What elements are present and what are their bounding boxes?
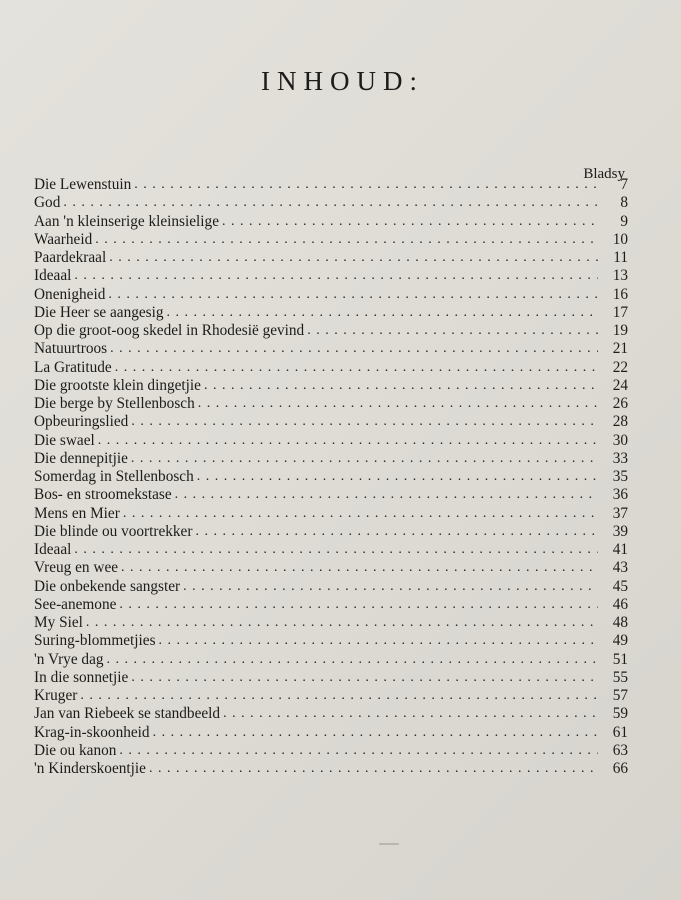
- toc-entry-page-number: 33: [612, 449, 628, 467]
- toc-entry: [34, 340, 628, 358]
- toc-entry: [34, 413, 628, 431]
- dot-leader: [149, 760, 598, 778]
- toc-entry-title: Opbeuringslied: [34, 413, 129, 431]
- toc-entry-title: Die ou kanon: [34, 741, 117, 759]
- toc-entry-page-number: 17: [612, 303, 628, 321]
- dot-leader: [119, 596, 598, 614]
- toc-entry-title: Ideaal: [34, 541, 72, 558]
- toc-entry-page-number: 35: [612, 468, 628, 485]
- toc-entry-page-number: 30: [612, 431, 628, 449]
- dot-leader: [183, 578, 598, 596]
- dot-leader: [204, 377, 598, 395]
- toc-entry-page-number: 37: [612, 504, 628, 522]
- toc-entry: [34, 322, 628, 340]
- toc-entry: [34, 359, 628, 377]
- toc-entry-page-number: 59: [612, 705, 628, 723]
- toc-entry-page-number: 13: [612, 267, 628, 285]
- toc-entry: [34, 486, 628, 504]
- toc-entry-page-number: 51: [612, 650, 628, 668]
- toc-entry-title: Die dennepitjie: [34, 449, 128, 467]
- toc-entry-title: Paardekraal: [34, 249, 107, 266]
- dot-leader: [95, 231, 598, 249]
- toc-entry: [34, 705, 628, 723]
- toc-entry: [34, 267, 628, 285]
- dot-leader: [119, 742, 598, 760]
- toc-entry-page-number: 41: [612, 541, 628, 558]
- toc-entry: [34, 724, 628, 742]
- toc-entry-title: Jan van Riebeek se standbeeld: [34, 705, 221, 723]
- toc-entry-title: Mens en Mier: [34, 504, 120, 522]
- dot-leader: [134, 176, 598, 194]
- toc-entry: [34, 651, 628, 669]
- table-of-contents: [34, 176, 628, 778]
- toc-entry-title: My Siel: [34, 614, 83, 631]
- toc-entry: [34, 505, 628, 523]
- toc-entry-page-number: 9: [620, 212, 628, 230]
- dot-leader: [307, 322, 598, 340]
- dot-leader: [110, 340, 598, 358]
- dot-leader: [223, 705, 598, 723]
- dot-leader: [98, 432, 598, 450]
- toc-entry-page-number: 10: [612, 230, 628, 248]
- toc-entry-page-number: 28: [612, 413, 628, 431]
- toc-entry: [34, 304, 628, 322]
- toc-entry: [34, 687, 628, 705]
- dot-leader: [115, 359, 598, 377]
- toc-entry-title: Suring-blommetjies: [34, 632, 156, 650]
- dot-leader: [63, 194, 598, 212]
- toc-entry-title: Kruger: [34, 687, 78, 704]
- toc-entry: [34, 194, 628, 212]
- toc-entry-page-number: 16: [612, 285, 628, 303]
- dot-leader: [222, 213, 598, 231]
- dot-leader: [131, 450, 598, 468]
- toc-entry-title: Die grootste klein dingetjie: [34, 376, 201, 394]
- toc-entry: [34, 541, 628, 559]
- dot-leader: [195, 523, 598, 541]
- toc-entry-title: Onenigheid: [34, 285, 106, 303]
- dot-leader: [80, 687, 598, 705]
- toc-entry: [34, 286, 628, 304]
- toc-entry-title: La Gratitude: [34, 358, 112, 376]
- toc-entry-title: Waarheid: [34, 230, 93, 248]
- toc-entry: [34, 742, 628, 760]
- toc-entry-page-number: 66: [612, 760, 628, 777]
- toc-entry: [34, 596, 628, 614]
- toc-entry: [34, 760, 628, 778]
- toc-entry: [34, 213, 628, 231]
- toc-entry: [34, 450, 628, 468]
- toc-entry-page-number: 61: [612, 723, 628, 741]
- toc-entry-title: Aan 'n kleinserige kleinsielige: [34, 212, 219, 230]
- toc-entry-page-number: 48: [612, 614, 628, 631]
- toc-entry-page-number: 19: [612, 322, 628, 339]
- dot-leader: [107, 651, 598, 669]
- toc-entry: [34, 632, 628, 650]
- toc-entry-page-number: 43: [612, 559, 628, 577]
- toc-entry-page-number: 21: [612, 340, 628, 358]
- dot-leader: [198, 395, 598, 413]
- toc-entry-page-number: 63: [612, 741, 628, 759]
- toc-entry-title: 'n Kinderskoentjie: [34, 760, 146, 777]
- toc-entry-title: Die swael: [34, 431, 95, 449]
- toc-entry: [34, 614, 628, 632]
- toc-entry-title: Die Heer se aangesig: [34, 303, 164, 321]
- toc-entry-page-number: 39: [612, 522, 628, 540]
- dot-leader: [131, 669, 598, 687]
- toc-entry: [34, 559, 628, 577]
- dot-leader: [175, 486, 598, 504]
- toc-entry-title: God: [34, 194, 61, 212]
- toc-entry-page-number: 55: [612, 668, 628, 686]
- toc-entry-title: In die sonnetjie: [34, 668, 129, 686]
- toc-entry-title: Die Lewenstuin: [34, 176, 132, 193]
- toc-entry: [34, 377, 628, 395]
- toc-entry: [34, 468, 628, 486]
- page-title: INHOUD:: [261, 66, 424, 96]
- toc-entry-page-number: 36: [612, 486, 628, 504]
- page-column-label: Bladsy: [583, 166, 625, 182]
- toc-entry-title: See-anemone: [34, 595, 117, 613]
- toc-entry-title: Krag-in-skoonheid: [34, 723, 150, 741]
- toc-entry: [34, 231, 628, 249]
- toc-entry: [34, 395, 628, 413]
- toc-entry: [34, 432, 628, 450]
- toc-entry-page-number: 45: [612, 577, 628, 595]
- toc-entry-title: Ideaal: [34, 267, 72, 285]
- toc-entry-page-number: 46: [612, 595, 628, 613]
- toc-entry: [34, 669, 628, 687]
- toc-entry-title: Die blinde ou voortrekker: [34, 522, 193, 540]
- toc-entry-title: Vreug en wee: [34, 559, 119, 577]
- toc-entry-page-number: 22: [612, 358, 628, 376]
- dot-leader: [197, 468, 598, 486]
- dot-leader: [74, 541, 598, 559]
- dot-leader: [74, 267, 598, 285]
- toc-entry-title: Die onbekende sangster: [34, 577, 181, 595]
- toc-entry-title: Op die groot-oog skedel in Rhodesië gevind: [34, 322, 305, 339]
- toc-entry-page-number: 26: [612, 395, 628, 412]
- dot-leader: [167, 304, 598, 322]
- toc-entry: [34, 523, 628, 541]
- toc-entry-page-number: 49: [612, 632, 628, 650]
- toc-entry-page-number: 24: [612, 376, 628, 394]
- dot-leader: [159, 632, 598, 650]
- toc-entry-title: Natuurtroos: [34, 340, 108, 358]
- dot-leader: [121, 559, 598, 577]
- toc-entry: [34, 176, 628, 194]
- toc-entry: [34, 249, 628, 267]
- toc-entry-page-number: 57: [612, 687, 628, 704]
- toc-entry-title: Die berge by Stellenbosch: [34, 395, 195, 412]
- dot-leader: [123, 505, 598, 523]
- toc-entry-title: Bos- en stroomekstase: [34, 486, 172, 504]
- dot-leader: [109, 249, 598, 267]
- toc-entry-page-number: 8: [620, 194, 628, 212]
- dot-leader: [108, 286, 598, 304]
- toc-entry-page-number: 7: [620, 176, 628, 193]
- paper-mark: [379, 843, 399, 845]
- toc-entry: [34, 578, 628, 596]
- toc-entry-page-number: 11: [613, 249, 628, 266]
- toc-entry-title: Somerdag in Stellenbosch: [34, 468, 194, 485]
- dot-leader: [86, 614, 598, 632]
- toc-entry-title: 'n Vrye dag: [34, 650, 104, 668]
- dot-leader: [153, 724, 598, 742]
- dot-leader: [131, 413, 598, 431]
